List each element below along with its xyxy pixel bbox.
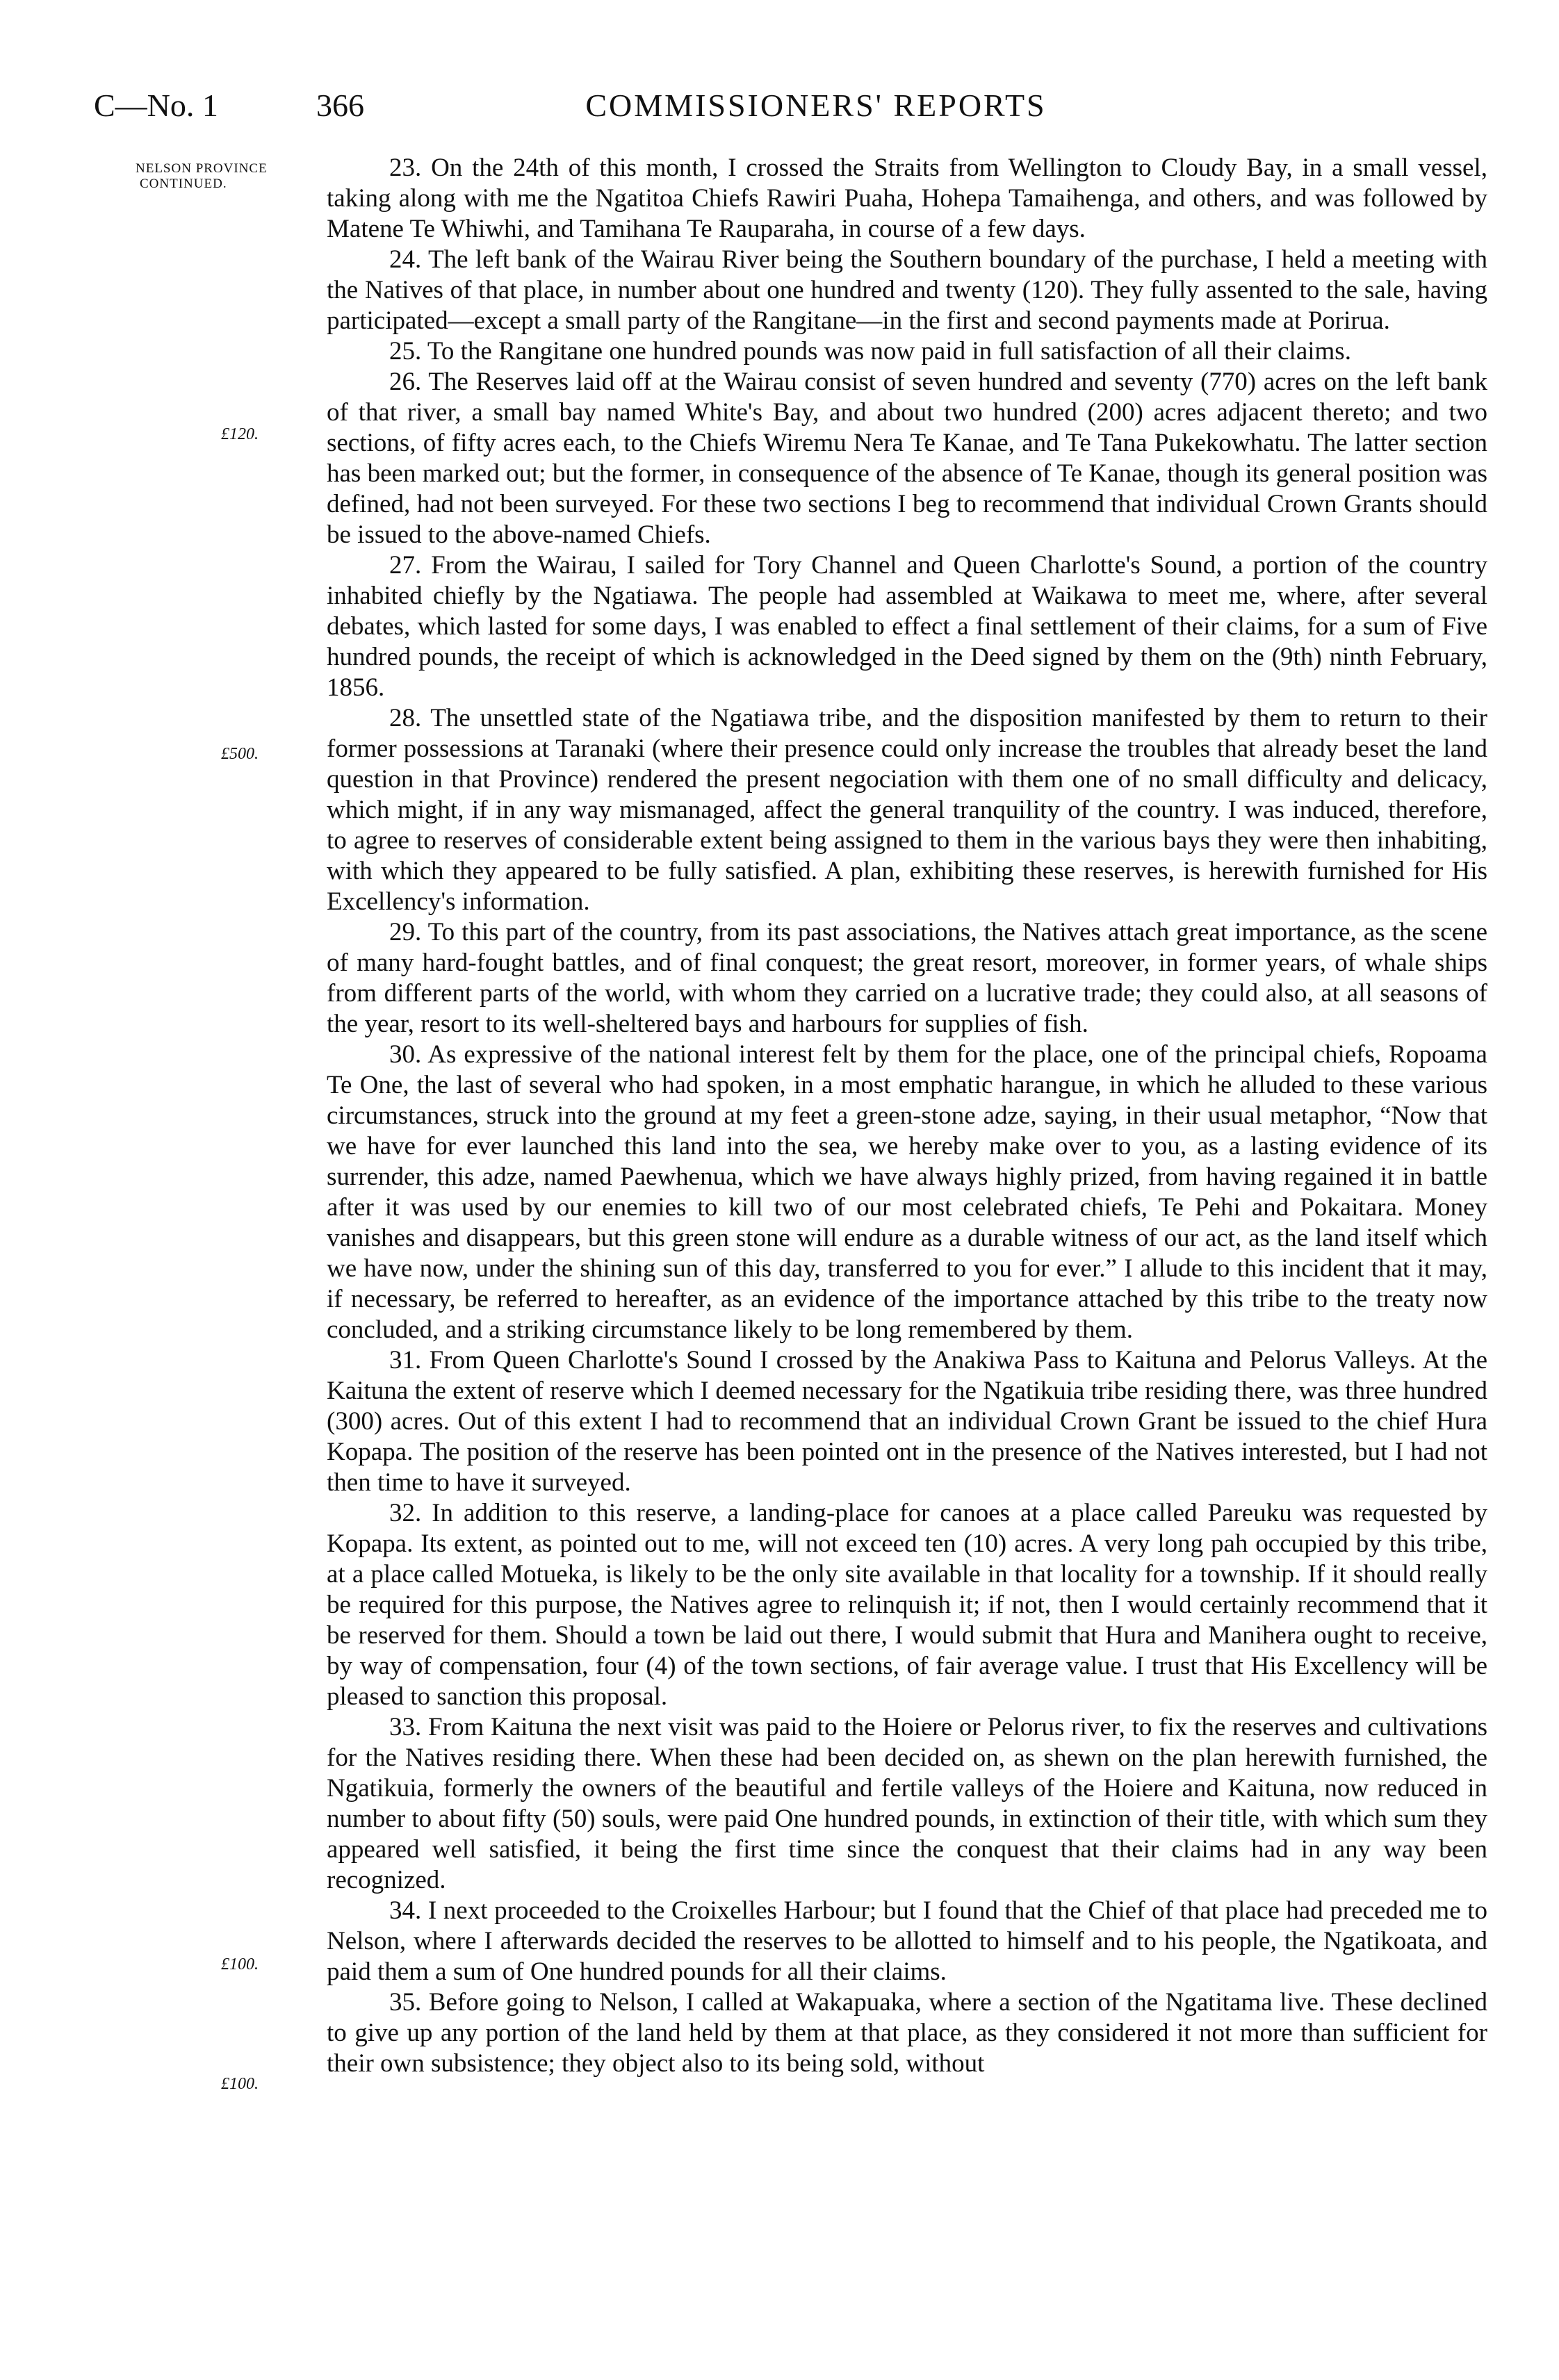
paragraph-23 (327, 153, 1487, 245)
paragraph-text: I next proceeded to the Croixelles Harbour; but I found that the Chief of that place had preceded me to Nelson, where I afterwards decided the reserves to be allotted to himself and to his people, the Ngatikoata, and paid them a sum of One hundred pounds for all their claims. (327, 1896, 1487, 1986)
paragraph-25 (327, 336, 1487, 367)
page-number: 366 (316, 88, 364, 123)
paragraph-text: The Reserves laid off at the Wairau consist of seven hundred and seventy (770) acres on the left bank of that river, a small bay named White's Bay, and about two hundred (200) acres adjacent thereto; and two sections, of fifty acres each, to the Chiefs Wiremu Nera Te Kanae, and Te Tana Pukekowhatu. The latter section has been marked out; but the former, in consequence of the absence of Te Kanae, though its general position was defined, had not been surveyed. For these two sections I beg to recommend that individual Crown Grants should be issued to the above-named Chiefs. (327, 368, 1487, 549)
paragraph-text: On the 24th of this month, I crossed the Straits from Wellington to Cloudy Bay, in a small vessel, taking along with me the Ngatitoa Chiefs Rawiri Puaha, Hohepa Tamaihenga, and others, and was followed by Matene Te Whiwhi, and Tamihana Te Rauparaha, in course of a few days. (327, 154, 1487, 243)
margin-amount-2: £500. (221, 745, 259, 763)
paragraph-number: 27. (389, 551, 422, 580)
paragraph-text: The left bank of the Wairau River being the Southern boundary of the purchase, I held a meeting with the Natives of that place, in number about one hundred and twenty (120). They fully assented to the sale, having participated—except a small party of the Rangitane—in the first and second payments made at Porirua. (327, 245, 1487, 335)
page-header (94, 87, 1483, 129)
paragraph-31 (327, 1345, 1487, 1498)
margin-note-line1: NELSON PROVINCE (136, 161, 268, 176)
margin-amount-1: £120. (221, 425, 259, 443)
paragraph-text: From Queen Charlotte's Sound I crossed by the Anakiwa Pass to Kaituna and Pelorus Valleys. At the Kaituna the extent of reserve which I deemed necessary for the Ngatikuia tribe residing there, was three hundred (300) acres. Out of this extent I had to recommend that an individual Crown Grant be issued to the chief Hura Kopapa. The position of the reserve has been pointed ont in the presence of the Natives interested, but I had not then time to have it surveyed. (327, 1346, 1488, 1497)
paragraph-number: 23. (389, 154, 422, 182)
paragraph-27 (327, 550, 1487, 703)
paragraph-text: To the Rangitane one hundred pounds was now paid in full satisfaction of all their claims. (427, 337, 1351, 366)
paragraph-28 (327, 703, 1487, 917)
paragraph-text: As expressive of the national interest felt by them for the place, one of the principal chiefs, Ropoama Te One, the last of several who had spoken, in a most emphatic harangue, in which he alluded to these various circumstances, struck into the ground at my feet a green-stone adze, saying, in their usual metaphor, “Now that we have for ever launched this land into the sea, we hereby make over to you, as a lasting evidence of its surrender, this adze, named Paewhenua, which we have always highly prized, from having regained it in battle after it was used by our enemies to kill two of our most celebrated chiefs, Te Pehi and Pokaitara. Money vanishes and disappears, but this green stone will endure as a durable witness of our act, as the land itself which we have now, under the shining sun of this day, transferred to you for ever.” I allude to this incident that it may, if necessary, be referred to hereafter, as an evidence of the importance attached by this tribe to the treaty now concluded, and a striking circumstance likely to be long remembered by them. (327, 1040, 1487, 1344)
paragraph-number: 34. (389, 1896, 422, 1925)
paragraph-number: 25. (389, 337, 422, 366)
paragraph-29 (327, 917, 1487, 1040)
paragraph-24 (327, 245, 1487, 336)
paragraph-34 (327, 1896, 1487, 1987)
paragraph-text: The unsettled state of the Ngatiawa tribe, and the disposition manifested by them to return to their former possessions at Taranaki (where their presence could only increase the troubles that already beset the land question in that Province) rendered the present negociation with them one of no small difficulty and delicacy, which might, if in any way mismanaged, affect the general tranquility of the country. I was induced, therefore, to agree to reserves of considerable extent being assigned to them in the various bays they were then inhabiting, with which they appeared to be fully satisfied. A plan, exhibiting these reserves, is herewith furnished for His Excellency's information. (327, 704, 1487, 916)
paragraph-30 (327, 1040, 1487, 1345)
paragraph-35 (327, 1987, 1487, 2079)
paragraph-text: Before going to Nelson, I called at Wakapuaka, where a section of the Ngatitama live. These declined to give up any portion of the land held by them at that place, as they considered it not more than sufficient for their own subsistence; they object also to its being sold, without (327, 1988, 1488, 2078)
paragraph-number: 31. (389, 1346, 422, 1374)
report-body (327, 153, 1487, 2079)
paragraph-text: In addition to this reserve, a landing-place for canoes at a place called Pareuku was requested by Kopapa. Its extent, as pointed out to me, will not exceed ten (10) acres. A very long pah occupied by this tribe, at a place called Motueka, is likely to be the only site available in that locality for a township. If it should really be required for this purpose, the Natives agree to relinquish it; if not, then I would certainly recommend that it be reserved for them. Should a town be laid out there, I would submit that Hura and Manihera ought to receive, by way of compensation, four (4) of the town sections, of fair average value. I trust that His Excellency will be pleased to sanction this proposal. (327, 1499, 1487, 1711)
series-number: C—No. 1 (94, 88, 218, 123)
paragraph-32 (327, 1498, 1487, 1712)
paragraph-number: 35. (389, 1988, 422, 2017)
margin-note-line2: CONTINUED. (140, 177, 227, 191)
page-title: COMMISSIONERS' REPORTS (585, 88, 1047, 123)
margin-section-note (136, 161, 268, 192)
paragraph-number: 33. (389, 1713, 422, 1741)
paragraph-text: To this part of the country, from its past associations, the Natives attach great importance, as the scene of many hard-fought battles, and of final conquest; the great resort, moreover, in former years, of whale ships from different parts of the world, with whom they carried on a lucrative trade; they could also, at all seasons of the year, resort to its well-sheltered bays and harbours for supplies of fish. (327, 918, 1487, 1038)
paragraph-text: From Kaituna the next visit was paid to the Hoiere or Pelorus river, to fix the reserves and cultivations for the Natives residing there. When these had been decided on, as shewn on the plan herewith furnished, the Ngatikuia, formerly the owners of the beautiful and fertile valleys of the Hoiere and Kaituna, now reduced in number to about fifty (50) souls, were paid One hundred pounds, in extinction of their title, with which sum they appeared well satisfied, it being the first time since the conquest that their claims had in any way been recognized. (327, 1713, 1487, 1894)
paragraph-26 (327, 367, 1487, 550)
paragraph-number: 28. (389, 704, 422, 732)
paragraph-number: 26. (389, 368, 422, 396)
margin-amount-3: £100. (221, 1955, 259, 1973)
margin-amount-4: £100. (221, 2075, 259, 2093)
paragraph-number: 24. (389, 245, 422, 274)
paragraph-33 (327, 1712, 1487, 1896)
paragraph-number: 30. (389, 1040, 422, 1069)
paragraph-number: 29. (389, 918, 422, 946)
paragraph-text: From the Wairau, I sailed for Tory Channel and Queen Charlotte's Sound, a portion of the country inhabited chiefly by the Ngatiawa. The people had assembled at Waikawa to meet me, where, after several debates, which lasted for some days, I was enabled to effect a final settlement of their claims, for a sum of Five hundred pounds, the receipt of which is acknowledged in the Deed signed by them on the (9th) ninth February, 1856. (327, 551, 1487, 702)
paragraph-number: 32. (389, 1499, 422, 1527)
